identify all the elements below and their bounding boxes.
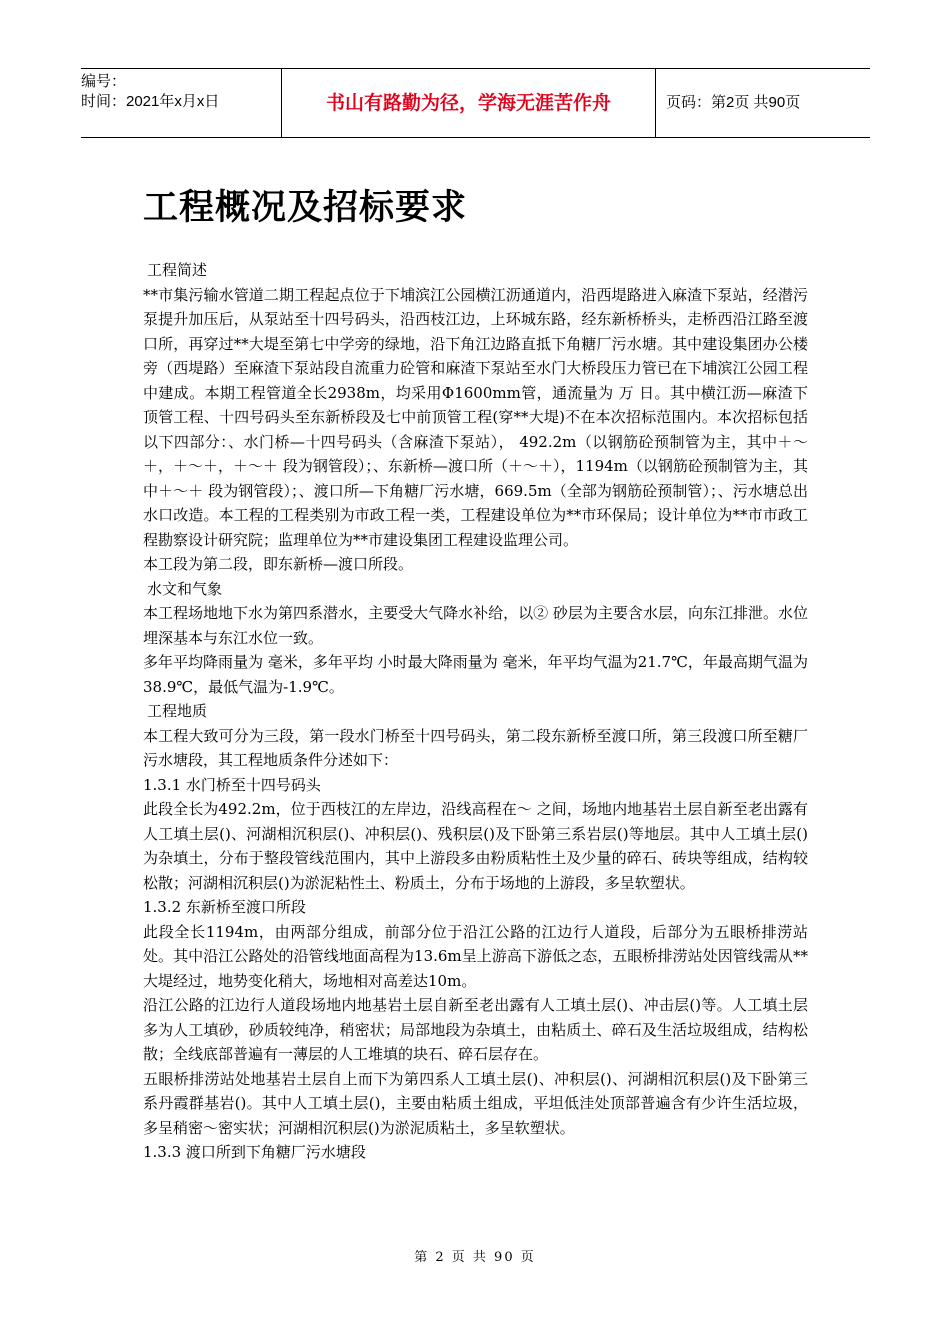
body-paragraph: **市集污输水管道二期工程起点位于下埔滨江公园横江沥通道内，沿西堤路进入麻渣下泵站，经潜污泵提升加压后，从泵站至十四号码头，沿西枝江边，上环城东路，经东新桥桥头，走桥西沿江路至渡口所，再穿过**大堤至第七中学旁的绿地，沿下角江边路直抵下角糖厂污水塘。其中建设集团办公楼旁（西堤路）至麻渣下泵站段自流重力砼管和麻渣下泵站至水门大桥段压力管已在下埔滨江公园工程中建成。本期工程管道全长2938m，均采用Φ1600mm管，通流量为 万 日。其中横江沥—麻渣下顶管工程、十四号码头至东新桥段及七中前顶管工程(穿**大堤)不在本次招标范围内。本次招标包括以下四部分：、水门桥—十四号码头（含麻渣下泵站）， 492.2m（以钢筋砼预制管为主，其中＋～＋，＋～＋，＋～＋ 段为钢管段）；、东新桥—渡口所（＋～＋），1194m（以钢筋砼预制管为主，其中＋～＋ 段为钢管段）；、渡口所—下角糖厂污水塘，669.5m（全部为钢筋砼预制管）；、污水塘总出水口改造。本工程的工程类别为市政工程一类，工程建设单位为**市环保局；设计单位为**市市政工程勘察设计研究院；监理单位为**市建设集团工程建设监理公司。	[143, 285, 808, 549]
page-footer: 第 2 页 共 90 页	[414, 1250, 536, 1265]
body-paragraph: 1.3.2 东新桥至渡口所段	[143, 898, 306, 916]
section-heading: 水文和气象	[147, 579, 223, 598]
body-paragraph: 本工程场地地下水为第四系潜水，主要受大气降水补给，以② 砂层为主要含水层，向东江排泄。水位埋深基本与东江水位一致。	[143, 604, 808, 647]
body-paragraph: 1.3.3 渡口所到下角糖厂污水塘段	[143, 1143, 366, 1161]
document-number-label: 编号：	[81, 73, 127, 90]
body-paragraph: 沿江公路的江边行人道段场地内地基岩土层自新至老出露有人工填土层()、冲击层()等。人工填土层多为人工填砂，砂质较纯净，稍密状；局部地段为杂填土，由粘质土、碎石及生活垃圾组成，结构松散；全线底部普遍有一薄层的人工堆填的块石、碎石层存在。	[143, 996, 808, 1063]
body-paragraph: 多年平均降雨量为 毫米，多年平均 小时最大降雨量为 毫米，年平均气温为21.7℃，年最高期气温为38.9℃，最低气温为-1.9℃。	[143, 653, 808, 696]
header-meta	[81, 69, 281, 137]
header-page-label: 页码：第2页 共90页	[666, 94, 801, 111]
section-heading: 工程简述	[147, 261, 208, 279]
header-motto: 书山有路勤为径，学海无涯苦作舟	[281, 69, 656, 137]
body-paragraph: 五眼桥排涝站处地基岩土层自上而下为第四系人工填土层()、冲积层()、河湖相沉积层()及下卧第三系丹霞群基岩()。其中人工填土层()，主要由粘质土组成，平坦低洼处顶部普遍含有少许生活垃圾，多呈稍密～密实状；河湖相沉积层()为淤泥质粘土，多呈软塑状。	[143, 1069, 808, 1137]
section-heading: 工程地质	[147, 702, 208, 720]
page-header	[81, 68, 870, 138]
body-paragraph: 此段全长1194m，由两部分组成，前部分位于沿江公路的江边行人道段，后部分为五眼桥排涝站处。其中沿江公路处的沿管线地面高程为13.6m呈上游高下游低之态，五眼桥排涝站处因管线需从**大堤经过，地势变化稍大，场地相对高差达10m。	[143, 922, 808, 990]
body-paragraph: 本工段为第二段，即东新桥—渡口所段。	[143, 555, 414, 573]
body-paragraph: 1.3.1 水门桥至十四号码头	[143, 775, 321, 794]
body-paragraph: 本工程大致可分为三段，第一段水门桥至十四号码头，第二段东新桥至渡口所，第三段渡口所至糖厂污水塘段，其工程地质条件分述如下：	[143, 726, 808, 769]
document-title: 工程概况及招标要求	[143, 188, 468, 228]
document-time-label: 时间：2021年x月x日	[81, 93, 220, 110]
body-paragraph: 此段全长为492.2m，位于西枝江的左岸边，沿线高程在～ 之间，场地内地基岩土层自新至老出露有人工填土层()、河湖相沉积层()、冲积层()、残积层()及下卧第三系岩层()等地层。其中人工填土层()为杂填土，分布于整段管线范围内，其中上游段多由粉质粘性土及少量的碎石、砖块等组成，结构较松散；河湖相沉积层()为淤泥粘性土、粉质土，分布于场地的上游段，多呈软塑状。	[143, 800, 808, 892]
document-body	[143, 258, 808, 1165]
